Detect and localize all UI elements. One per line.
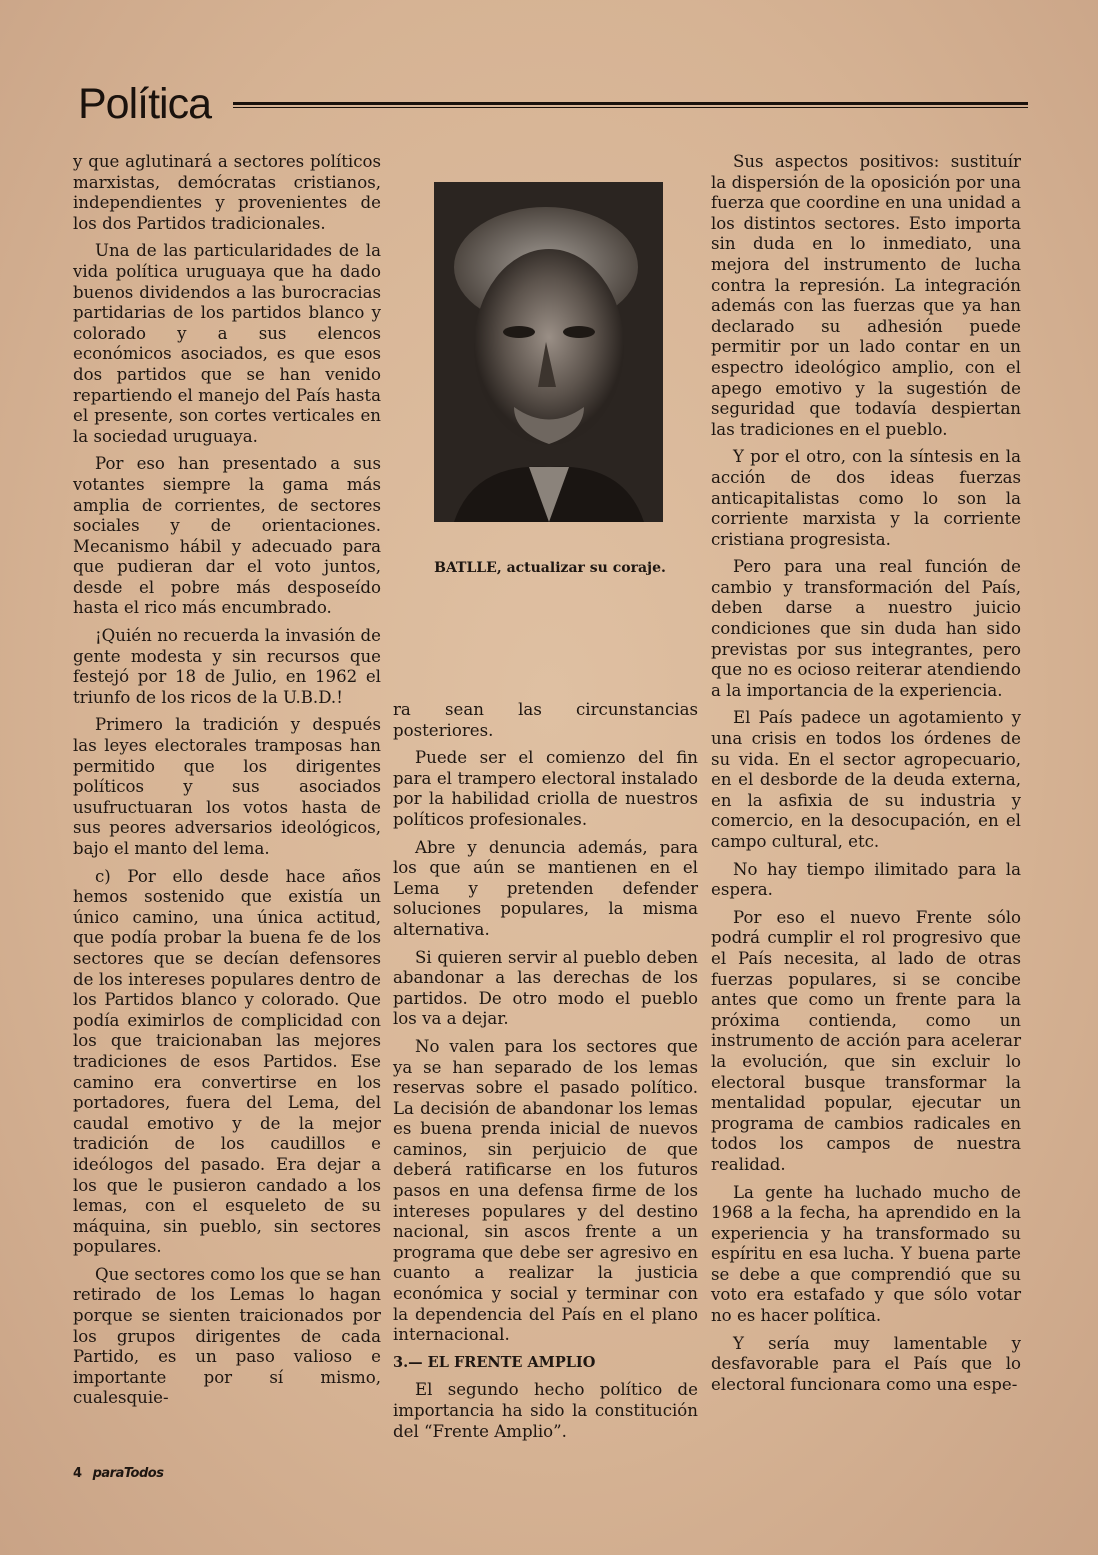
column-3 (711, 152, 1021, 1402)
paragraph: Sus aspectos positivos: sustituír la dispersión de la oposición por una fuerza que coordine en una unidad a los distintos sectores. Esto importa sin duda en lo inmediato, una mejora del instrumento de lucha contra la represión. La integración además con las fuerzas que ya han declarado su adhesión puede permitir por un lado contar en un espectro ideológico amplio, con el apego emotivo y la sugestión de seguridad que todavía despiertan las tradiciones en el pueblo. (711, 152, 1021, 439)
paragraph: Puede ser el comienzo del fin para el trampero electoral instalado por la habilidad criolla de nuestros políticos profesionales. (393, 748, 698, 829)
paragraph: Por eso el nuevo Frente sólo podrá cumplir el rol progresivo que el País necesita, al lado de otras fuerzas populares, si se concibe antes que como un frente para la próxima contienda, como un instrumento de acción para acelerar la evolución, que sin excluir lo electoral busque transformar la mentalidad popular, ejecutar un programa de cambios radicales en todos los campos de nuestra realidad. (711, 907, 1021, 1174)
paragraph: No hay tiempo ilimitado para la espera. (711, 859, 1021, 900)
paragraph: ¡Quién no recuerda la invasión de gente modesta y sin recursos que festejó por 18 de Julio, en 1962 el triunfo de los ricos de la U.B.D.! (73, 626, 381, 707)
column-2 (393, 700, 698, 1449)
paragraph: No valen para los sectores que ya se han separado de los lemas reservas sobre el pasado político. La decisión de abandonar los lemas es buena prenda inicial de nuevos caminos, sin perjuicio de que deberá ratificarse en los futuros pasos en una defensa firme de los intereses populares y del destino nacional, sin ascos frente a un programa que debe ser agresivo en cuanto a realizar la justicia económica y social y terminar con la dependencia del País en el plano internacional. (393, 1036, 698, 1345)
portrait-photo (434, 182, 663, 522)
header-rule (233, 102, 1028, 108)
photo-caption: BATLLE, actualizar su coraje. (434, 560, 666, 576)
photo-frame (434, 182, 663, 522)
paragraph: La gente ha luchado mucho de 1968 a la fecha, ha aprendido en la experiencia y ha transformado su espíritu en esa lucha. Y buena parte se debe a que comprendió que su voto era estafado y que sólo votar no es hacer política. (711, 1182, 1021, 1326)
paragraph: Y por el otro, con la síntesis en la acción de dos ideas fuerzas anticapitalistas como lo son la corriente marxista y la corriente cristiana progresista. (711, 447, 1021, 549)
paragraph: Si quieren servir al pueblo deben abandonar a las derechas de los partidos. De otro modo el pueblo los va a dejar. (393, 947, 698, 1029)
paragraph: ra sean las circunstancias posteriores. (393, 700, 698, 740)
paragraph: c) Por ello desde hace años hemos sostenido que existía un único camino, una única actitud, que podía probar la buena fe de los sectores que se decían defensores de los intereses populares dentro de los Partidos blanco y colorado. Que podía eximirlos de complicidad con los que traicionaban las mejores tradiciones de esos Partidos. Ese camino era convertirse en los portadores, fuera del Lema, del caudal emotivo y de la mejor tradición de los caudillos e ideólogos del pasado. Era dejar a los que le pusieron candado a los lemas, con el esqueleto de su máquina, sin pueblo, sin sectores populares. (73, 866, 381, 1257)
column-1 (73, 152, 381, 1416)
paragraph: Por eso han presentado a sus votantes siempre la gama más amplia de corrientes, de sectores sociales y de orientaciones. Mecanismo hábil y adecuado para que pudieran dar el voto juntos, desde el pobre más desposeído hasta el rico más encumbrado. (73, 454, 381, 618)
paragraph: Y sería muy lamentable y desfavorable para el País que lo electoral funcionara como una espe- (711, 1333, 1021, 1394)
paragraph: Abre y denuncia además, para los que aún se mantienen en el Lema y pretenden defender soluciones populares, la misma alternativa. (393, 837, 698, 939)
page-footer (73, 1466, 163, 1481)
paragraph: Una de las particularidades de la vida política uruguaya que ha dado buenos dividendos a las burocracias partidarias de los partidos blanco y colorado y a sus elencos económicos asociados, es que esos dos partidos que se han venido repartiendo el manejo del País hasta el presente, son cortes verticales en la sociedad uruguaya. (73, 241, 381, 446)
paragraph: Primero la tradición y después las leyes electorales tramposas han permitido que los dirigentes políticos y sus asociados usufructuaran los votos hasta de sus peores adversarios ideológicos, bajo el manto del lema. (73, 715, 381, 858)
page-header (78, 78, 1028, 138)
paragraph: El segundo hecho político de importancia ha sido la constitución del “Frente Amplio”. (393, 1380, 698, 1441)
subheading: 3.— EL FRENTE AMPLIO (393, 1353, 596, 1371)
magazine-brand: paraTodos (92, 1466, 164, 1481)
paragraph: Pero para una real función de cambio y transformación del País, deben darse a nuestro juicio condiciones que sin duda han sido previstas por sus integrantes, pero que no es ocioso reiterar atendiendo a la importancia de la experiencia. (711, 557, 1021, 700)
paragraph: Que sectores como los que se han retirado de los Lemas lo hagan porque se sienten traicionados por los grupos dirigentes de cada Partido, es un paso valioso e importante por sí mismo, cualesquie- (73, 1264, 381, 1408)
portrait-illustration (434, 182, 663, 522)
paragraph: El País padece un agotamiento y una crisis en todos los órdenes de su vida. En el sector agropecuario, en el desborde de la deuda externa, en la asfixia de su industria y comercio, en la desocupación, en el campo cultural, etc. (711, 708, 1021, 851)
paragraph: y que aglutinará a sectores políticos marxistas, demócratas cristianos, independientes y provenientes de los dos Partidos tradicionales. (73, 152, 381, 233)
section-title: Política (78, 80, 212, 128)
page-number: 4 (73, 1466, 83, 1481)
